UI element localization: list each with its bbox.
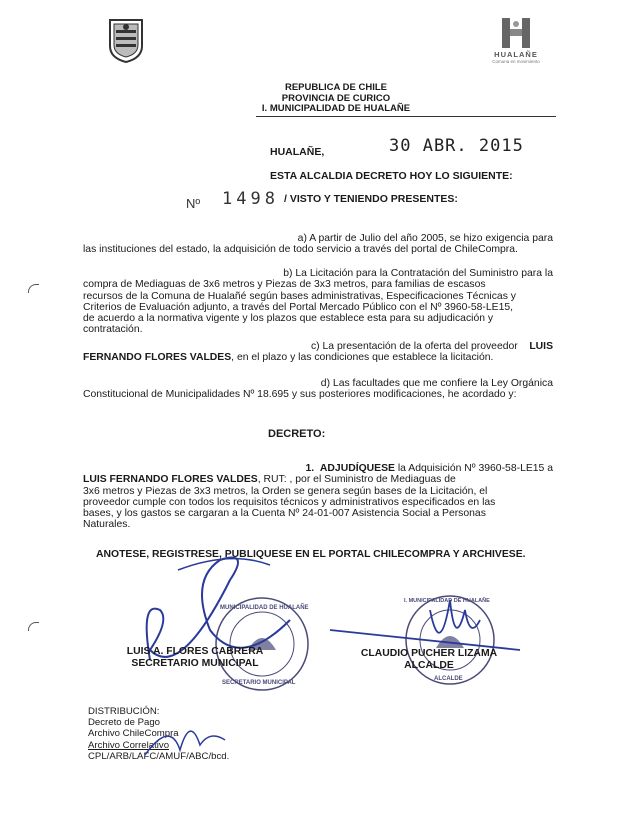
decree-intro: ESTA ALCALDIA DECRETO HOY LO SIGUIENTE: xyxy=(270,170,513,182)
initials-signature xyxy=(140,710,230,770)
paragraph-d: d) Las facultades que me confiere la Ley Orgánica Constitucional de Municipalidades Nº 18.695 y sus posteriores modificaciones, he acordado y: xyxy=(83,378,553,401)
article-1: 1. ADJUDÍQUESE la Adquisición Nº 3960-58-LE15 a LUIS FERNANDO FLORES VALDES, RUT: , por el Suministro de Mediaguas de 3x6 metros y Piezas de 3x3 metros, la Orden se genera según bases de la Licitación, el proveedor cumple con todos los requisitos técnicos y administrativos especificados en las bases, y los gastos se cargaran a la Cuenta Nº 24-01-007 Asistencia Social a Personas Naturales. xyxy=(83,463,553,531)
date-stamp: 30 ABR. 2015 xyxy=(389,136,524,156)
distribution-item: Decreto de Pago xyxy=(88,717,160,729)
signer-left xyxy=(120,646,270,670)
document-header xyxy=(256,83,416,115)
signer-right-role: ALCALDE xyxy=(404,660,454,671)
distribution-item: CPL/ARB/LAFC/AMUF/ABC/bcd. xyxy=(88,750,230,762)
signer-right-name: CLAUDIO PUCHER LIZAMA xyxy=(360,648,498,659)
signer-left-name: LUIS A. FLORES CABRERA xyxy=(126,646,264,657)
header-line-1: REPUBLICA DE CHILE xyxy=(284,82,388,93)
header-line-3: I. MUNICIPALIDAD DE HUALAÑE xyxy=(261,103,411,114)
decree-number-prefix: Nº xyxy=(186,196,201,211)
visto-heading: / VISTO Y TENIENDO PRESENTES: xyxy=(284,193,458,205)
stamp-left-bottom: SECRETARIO MUNICIPAL xyxy=(222,680,296,686)
margin-mark xyxy=(28,284,39,293)
distribution-title: DISTRIBUCIÓN: xyxy=(88,706,160,717)
paragraph-b: b) La Licitación para la Contratación del Suministro para la compra de Mediaguas de 3x6 metros y Piezas de 3x3 metros, para familias de escasos recursos de la Comuna de Hualañé según bases administrativas, Especificaciones Técnicas y Criterios de Evaluación adjunto, a través del Portal Mercado Público con el Nº 3960-58-LE15, de acuerdo a la normativa vigente y los plazos que establece esta para su adjudicación y contratación. xyxy=(83,268,553,336)
hualane-logo-icon xyxy=(496,16,536,50)
distribution-item: Archivo ChileCompra xyxy=(88,728,179,740)
paragraph-a: a) A partir de Julio del año 2005, se hizo exigencia para las instituciones del estado, la adquisición de todo servicio a través del portal de ChileCompra. xyxy=(83,233,553,256)
hualane-logo xyxy=(488,16,544,74)
signer-left-role: SECRETARIO MUNICIPAL xyxy=(131,658,259,669)
stamp-right-bottom: ALCALDE xyxy=(434,676,463,682)
signature-stamps xyxy=(0,540,640,720)
stamp-right-top: I. MUNICIPALIDAD DE HUALAÑE xyxy=(404,598,490,604)
municipal-crest-icon xyxy=(106,16,146,64)
distribution-item: Archivo Correlativo xyxy=(88,739,170,751)
logo-text: HUALAÑE xyxy=(494,50,538,59)
header-rule xyxy=(256,116,556,117)
stamp-left-top: MUNICIPALIDAD DE HUALAÑE xyxy=(220,605,309,611)
logo-subtitle: Comuna en movimiento xyxy=(492,59,540,64)
paragraph-c: c) La presentación de la oferta del proveedor LUIS FERNANDO FLORES VALDES, en el plazo y las condiciones que establece la licitación. xyxy=(83,341,553,364)
closing-statement: ANOTESE, REGISTRESE, PUBLIQUESE EN EL PORTAL CHILECOMPRA Y ARCHIVESE. xyxy=(96,549,526,560)
place-label: HUALAÑE, xyxy=(270,146,325,158)
margin-mark xyxy=(28,622,39,631)
decreto-title: DECRETO: xyxy=(268,428,326,440)
header-line-2: PROVINCIA DE CURICO xyxy=(281,92,391,104)
signer-right xyxy=(354,648,504,672)
decree-number: 1498 xyxy=(222,189,279,209)
